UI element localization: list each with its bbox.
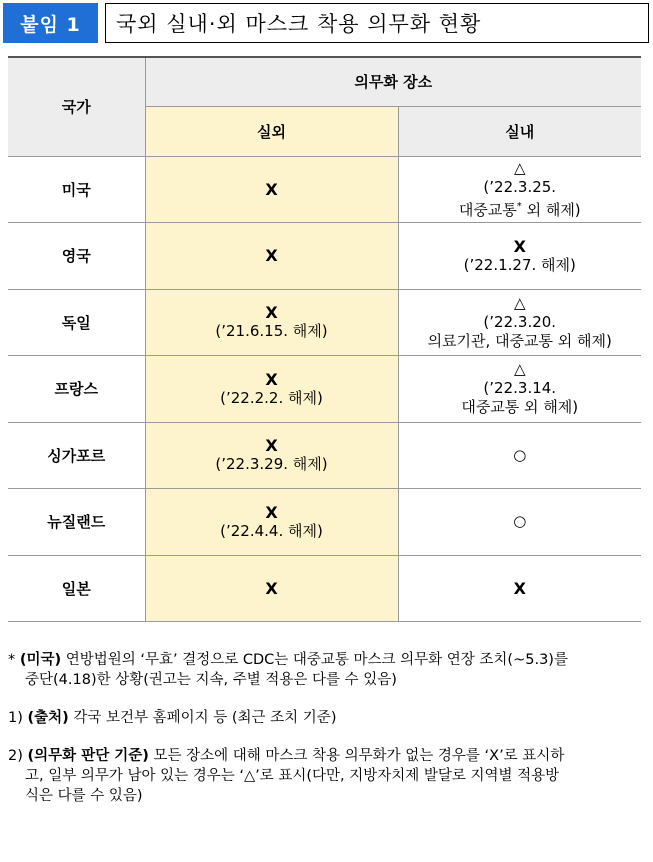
note-source — [8, 708, 648, 728]
note-usa-marker: * — [8, 652, 20, 668]
country-cell: 뉴질랜드 — [8, 489, 145, 556]
indoor-status: X — [513, 578, 526, 598]
indoor-detail-2 — [399, 197, 642, 220]
indoor-cell — [398, 289, 641, 356]
outdoor-detail: (’21.6.15. 해제) — [215, 322, 328, 341]
country-cell: 독일 — [8, 289, 145, 356]
indoor-status: X — [513, 236, 526, 256]
mask-mandate-table — [8, 56, 641, 622]
outdoor-status: X — [265, 436, 278, 456]
note-criteria-marker: 2) — [8, 748, 28, 764]
indoor-detail: (’22.1.27. 해제) — [463, 255, 576, 274]
outdoor-status: X — [265, 502, 278, 522]
country-cell: 미국 — [8, 156, 145, 223]
outdoor-cell — [145, 289, 398, 356]
note-criteria-text3: 식은 다를 수 있음) — [25, 788, 143, 804]
footnote-marker: * — [516, 200, 522, 212]
note-source-marker: 1) — [8, 710, 28, 726]
outdoor-cell — [145, 555, 398, 622]
indoor-cell — [398, 489, 641, 556]
outdoor-cell — [145, 422, 398, 489]
outdoor-cell — [145, 489, 398, 556]
note-usa-text1: 연방법원의 ‘무효’ 결정으로 CDC는 대중교통 마스크 의무화 연장 조치(~5.3)를 — [61, 652, 568, 668]
indoor-detail: (’22.3.25. — [483, 177, 557, 196]
outdoor-status: X — [265, 179, 278, 199]
outdoor-status: X — [265, 369, 278, 389]
indoor-status: △ — [513, 293, 526, 312]
table-row — [8, 156, 641, 223]
country-cell: 싱가포르 — [8, 422, 145, 489]
note-criteria-label: (의무화 판단 기준) — [27, 748, 149, 764]
note-criteria-text1: 모든 장소에 대해 마스크 착용 의무화가 없는 경우를 ‘X’로 표시하 — [148, 748, 565, 764]
outdoor-detail: (’22.2.2. 해제) — [220, 388, 323, 407]
table-row — [8, 356, 641, 423]
note-source-label: (출처) — [27, 710, 69, 726]
indoor-cell — [398, 356, 641, 423]
header-indoor: 실내 — [398, 106, 641, 156]
outdoor-cell — [145, 156, 398, 223]
country-cell: 일본 — [8, 555, 145, 622]
attachment-badge: 붙임 1 — [3, 3, 98, 43]
indoor-detail: (’22.3.20. — [483, 312, 557, 331]
title-row — [3, 3, 649, 43]
note-source-text: 각국 보건부 홈페이지 등 (최근 조치 기준) — [68, 710, 337, 726]
footnotes — [8, 650, 648, 824]
indoor-detail-text: 대중교통 — [458, 200, 517, 219]
indoor-cell — [398, 555, 641, 622]
indoor-status: △ — [513, 360, 526, 379]
country-cell: 영국 — [8, 223, 145, 290]
page-title: 국외 실내·외 마스크 착용 의무화 현황 — [105, 3, 649, 43]
indoor-status: ○ — [513, 512, 527, 531]
table-row — [8, 555, 641, 622]
indoor-cell — [398, 223, 641, 290]
table-row — [8, 489, 641, 556]
indoor-cell — [398, 422, 641, 489]
table-row — [8, 422, 641, 489]
note-criteria — [8, 746, 648, 806]
outdoor-detail: (’22.3.29. 해제) — [215, 455, 328, 474]
country-cell: 프랑스 — [8, 356, 145, 423]
table-row — [8, 289, 641, 356]
header-outdoor: 실외 — [145, 106, 398, 156]
indoor-detail-tail: 외 해제) — [521, 200, 581, 219]
note-usa-label: (미국) — [19, 652, 62, 668]
outdoor-status: X — [265, 303, 278, 323]
indoor-cell — [398, 156, 641, 223]
indoor-detail-2 — [399, 398, 642, 417]
indoor-detail-text: 대중교통 외 해제) — [461, 398, 579, 417]
header-country: 국가 — [8, 57, 145, 156]
header-mandate-place: 의무화 장소 — [145, 57, 641, 106]
outdoor-status: X — [265, 246, 278, 266]
indoor-detail-2 — [399, 332, 642, 351]
outdoor-status: X — [265, 578, 278, 598]
outdoor-cell — [145, 356, 398, 423]
table-row — [8, 223, 641, 290]
indoor-status: ○ — [513, 445, 527, 464]
indoor-detail-text: 의료기관, 대중교통 외 해제) — [427, 331, 612, 350]
indoor-detail: (’22.3.14. — [483, 379, 557, 398]
note-usa — [8, 650, 648, 690]
note-usa-text2: 중단(4.18)한 상황(권고는 지속, 주별 적용은 다를 수 있음) — [25, 672, 397, 688]
indoor-status: △ — [513, 158, 526, 177]
outdoor-cell — [145, 223, 398, 290]
outdoor-detail: (’22.4.4. 해제) — [220, 521, 323, 540]
note-criteria-text2: 고, 일부 의무가 남아 있는 경우는 ‘△’로 표시(다만, 지방자치제 발달로 지역별 적용방 — [25, 768, 560, 784]
